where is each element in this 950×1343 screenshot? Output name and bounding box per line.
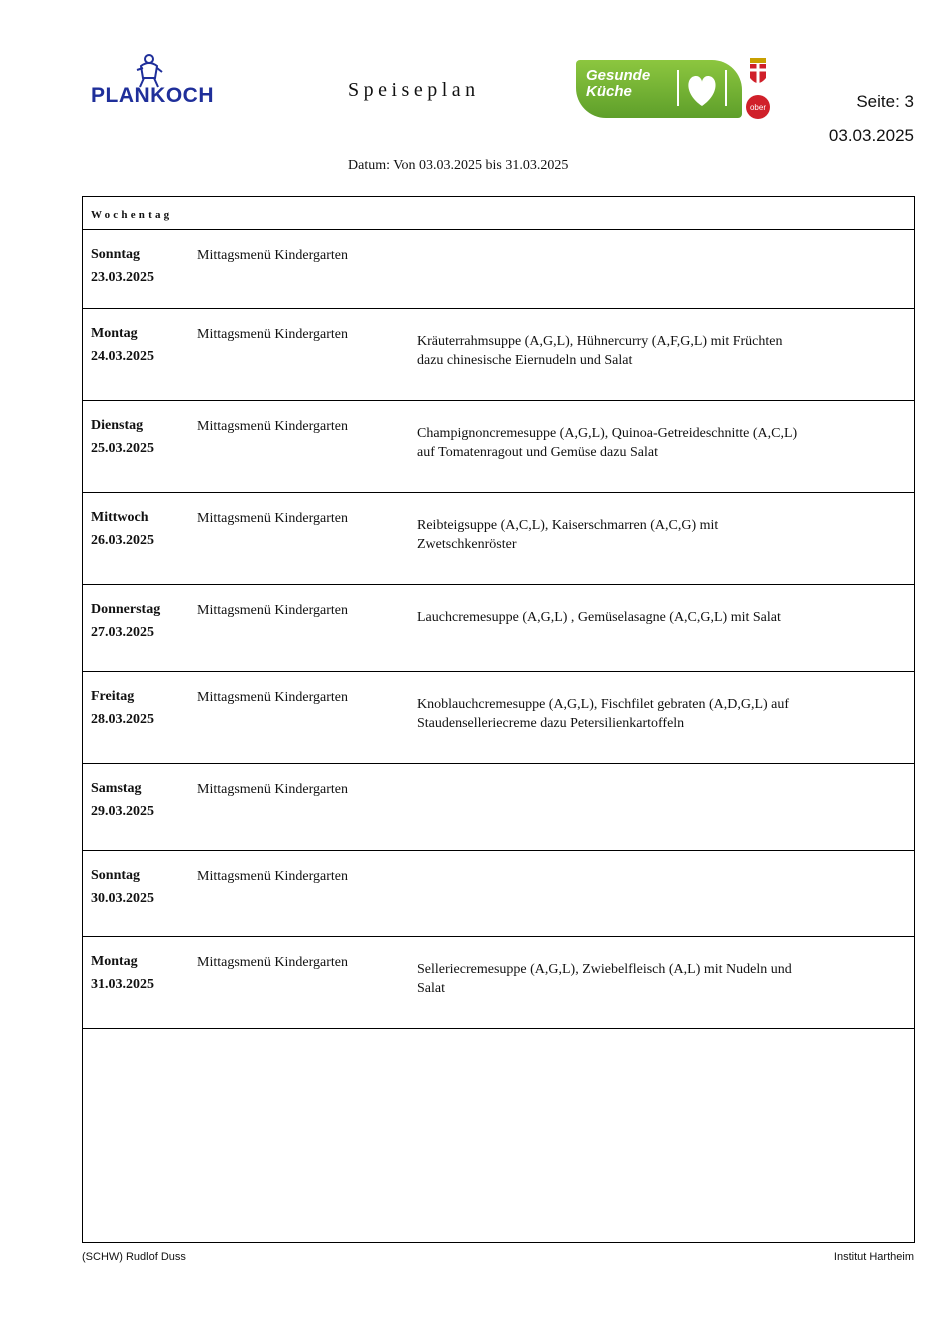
dish-description: Lauchcremesuppe (A,G,L) , Gemüselasagne (A,C,G,L) mit Salat <box>417 610 781 625</box>
table-row <box>83 401 914 493</box>
day-name: Freitag <box>91 689 135 704</box>
gesunde-kueche-logo <box>576 58 776 122</box>
table-header: Wochentag <box>83 197 914 230</box>
date-range: Datum: Von 03.03.2025 bis 31.03.2025 <box>348 158 569 173</box>
footer-institution: Institut Hartheim <box>833 1251 914 1263</box>
footer-author: (SCHW) Rudlof Duss <box>82 1251 186 1263</box>
page-number: Seite: 3 <box>856 92 914 111</box>
table-row <box>83 851 914 937</box>
dish-description: Champignoncremesuppe (A,G,L), Quinoa-Getreideschnitte (A,C,L) auf Tomatenragout und Gemüse dazu Salat <box>417 426 798 460</box>
coat-of-arms-icon <box>748 58 768 88</box>
gesunde-kueche-text: Gesunde Küche <box>586 67 651 100</box>
chef-figure-icon <box>131 54 163 88</box>
menu-category: Mittagsmenü Kindergarten <box>197 869 348 884</box>
dish-description: Knoblauchcremesuppe (A,G,L), Fischfilet gebraten (A,D,G,L) auf Staudenselleriecreme dazu Petersilienkartoffeln <box>417 697 790 731</box>
menu-category: Mittagsmenü Kindergarten <box>197 327 348 342</box>
svg-text:ober: ober <box>749 103 767 112</box>
day-date: 24.03.2025 <box>91 349 154 364</box>
dish-description: Selleriecremesuppe (A,G,L), Zwiebelfleisch (A,L) mit Nudeln und Salat <box>417 962 792 996</box>
heart-plate-icon <box>672 66 732 112</box>
ober-oesterreich-icon <box>744 94 772 120</box>
table-row <box>83 230 914 309</box>
day-name: Montag <box>91 954 138 969</box>
day-date: 30.03.2025 <box>91 891 154 906</box>
day-date: 23.03.2025 <box>91 270 154 285</box>
plankoch-wordmark: PLANKOCH <box>91 84 214 107</box>
dish-description: Reibteigsuppe (A,C,L), Kaiserschmarren (A,C,G) mit Zwetschkenröster <box>417 518 719 552</box>
page-date: 03.03.2025 <box>828 126 914 145</box>
menu-table <box>82 196 915 1243</box>
table-row <box>83 764 914 851</box>
menu-category: Mittagsmenü Kindergarten <box>197 248 348 263</box>
menu-category: Mittagsmenü Kindergarten <box>197 782 348 797</box>
day-name: Mittwoch <box>91 510 149 525</box>
document-title: Speiseplan <box>348 79 480 101</box>
menu-category: Mittagsmenü Kindergarten <box>197 955 348 970</box>
menu-category: Mittagsmenü Kindergarten <box>197 603 348 618</box>
day-date: 28.03.2025 <box>91 712 154 727</box>
day-date: 27.03.2025 <box>91 625 154 640</box>
dish-description: Kräuterrahmsuppe (A,G,L), Hühnercurry (A,F,G,L) mit Früchten dazu chinesische Eiernudeln und Salat <box>417 334 783 368</box>
gesunde-kueche-badge <box>576 60 742 118</box>
menu-category: Mittagsmenü Kindergarten <box>197 511 348 526</box>
table-row <box>83 672 914 764</box>
plankoch-logo <box>91 54 221 110</box>
day-name: Donnerstag <box>91 602 161 617</box>
table-row <box>83 585 914 672</box>
day-name: Sonntag <box>91 868 141 883</box>
day-name: Montag <box>91 326 138 341</box>
day-date: 25.03.2025 <box>91 441 154 456</box>
day-name: Samstag <box>91 781 142 796</box>
day-name: Dienstag <box>91 418 144 433</box>
day-date: 29.03.2025 <box>91 804 154 819</box>
day-date: 31.03.2025 <box>91 977 154 992</box>
day-date: 26.03.2025 <box>91 533 154 548</box>
table-row <box>83 937 914 1029</box>
table-row <box>83 309 914 401</box>
table-row <box>83 493 914 585</box>
menu-category: Mittagsmenü Kindergarten <box>197 690 348 705</box>
menu-category: Mittagsmenü Kindergarten <box>197 419 348 434</box>
day-name: Sonntag <box>91 247 141 262</box>
